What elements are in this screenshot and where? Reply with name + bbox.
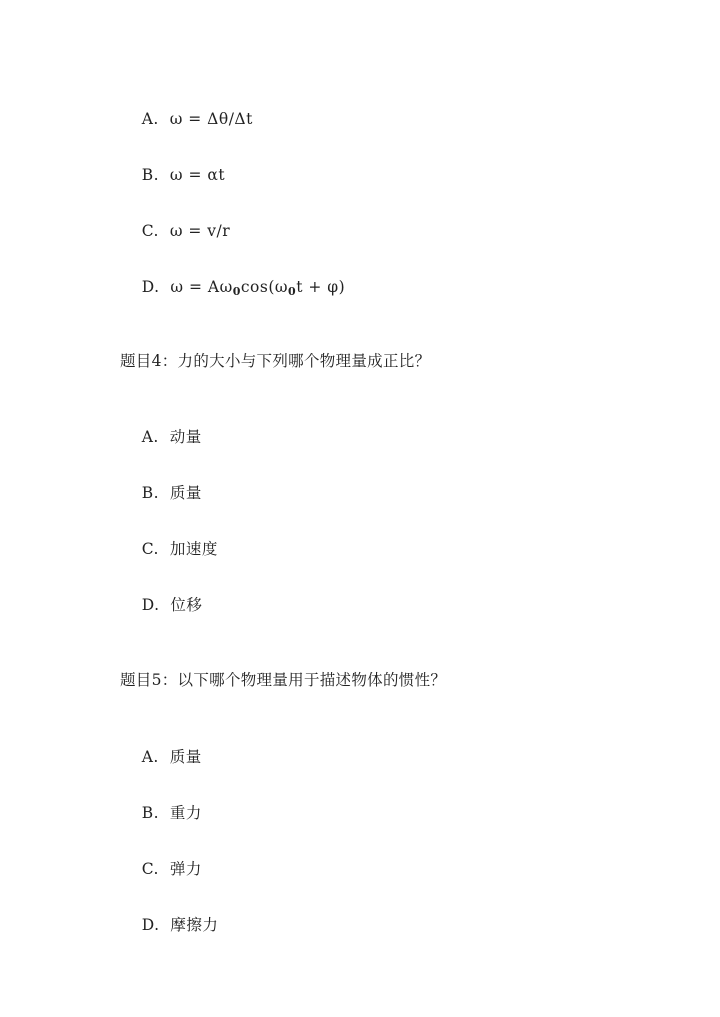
- q5-option-b: [120, 783, 202, 843]
- q5-option-a: [120, 727, 202, 787]
- option-text: ω = Δθ/Δt: [169, 110, 253, 128]
- option-label: D.: [141, 278, 160, 296]
- q4-option-b: [120, 463, 202, 523]
- formula-subscript: 0: [288, 285, 297, 298]
- option-text: 摩擦力: [170, 916, 219, 934]
- option-text: ω = v/r: [169, 222, 231, 240]
- q3-option-b: [120, 145, 225, 205]
- option-formula: [170, 278, 345, 296]
- formula-part: cos(ω: [240, 278, 289, 296]
- option-label: A.: [141, 428, 159, 446]
- formula-part: t + φ): [296, 278, 346, 296]
- option-label: C.: [141, 860, 159, 878]
- formula-subscript: 0: [232, 285, 241, 298]
- q4-option-a: [120, 407, 202, 467]
- q3-option-c: [120, 201, 230, 261]
- option-text: 弹力: [169, 860, 202, 878]
- option-label: B.: [141, 484, 160, 502]
- q3-option-a: [120, 89, 253, 149]
- option-text: 质量: [169, 748, 202, 766]
- option-text: 质量: [169, 484, 202, 502]
- option-label: B.: [141, 166, 160, 184]
- q4-option-c: [120, 519, 218, 579]
- question-4-title: 题目4：力的大小与下列哪个物理量成正比？: [120, 352, 431, 370]
- option-text: 动量: [169, 428, 202, 446]
- option-label: A.: [141, 110, 159, 128]
- formula-part: ω = Aω: [170, 278, 233, 296]
- q4-option-d: [120, 575, 202, 635]
- option-label: D.: [141, 596, 160, 614]
- option-text: 重力: [169, 804, 202, 822]
- option-label: C.: [141, 540, 159, 558]
- option-label: C.: [141, 222, 159, 240]
- q3-option-d: [120, 257, 345, 322]
- q5-option-d: [120, 895, 218, 955]
- option-text: 位移: [170, 596, 203, 614]
- option-text: ω = αt: [169, 166, 226, 184]
- option-label: D.: [141, 916, 160, 934]
- option-label: B.: [141, 804, 160, 822]
- option-label: A.: [141, 748, 159, 766]
- q5-option-c: [120, 839, 202, 899]
- question-5-title: 题目5：以下哪个物理量用于描述物体的惯性？: [120, 671, 447, 689]
- option-text: 加速度: [169, 540, 218, 558]
